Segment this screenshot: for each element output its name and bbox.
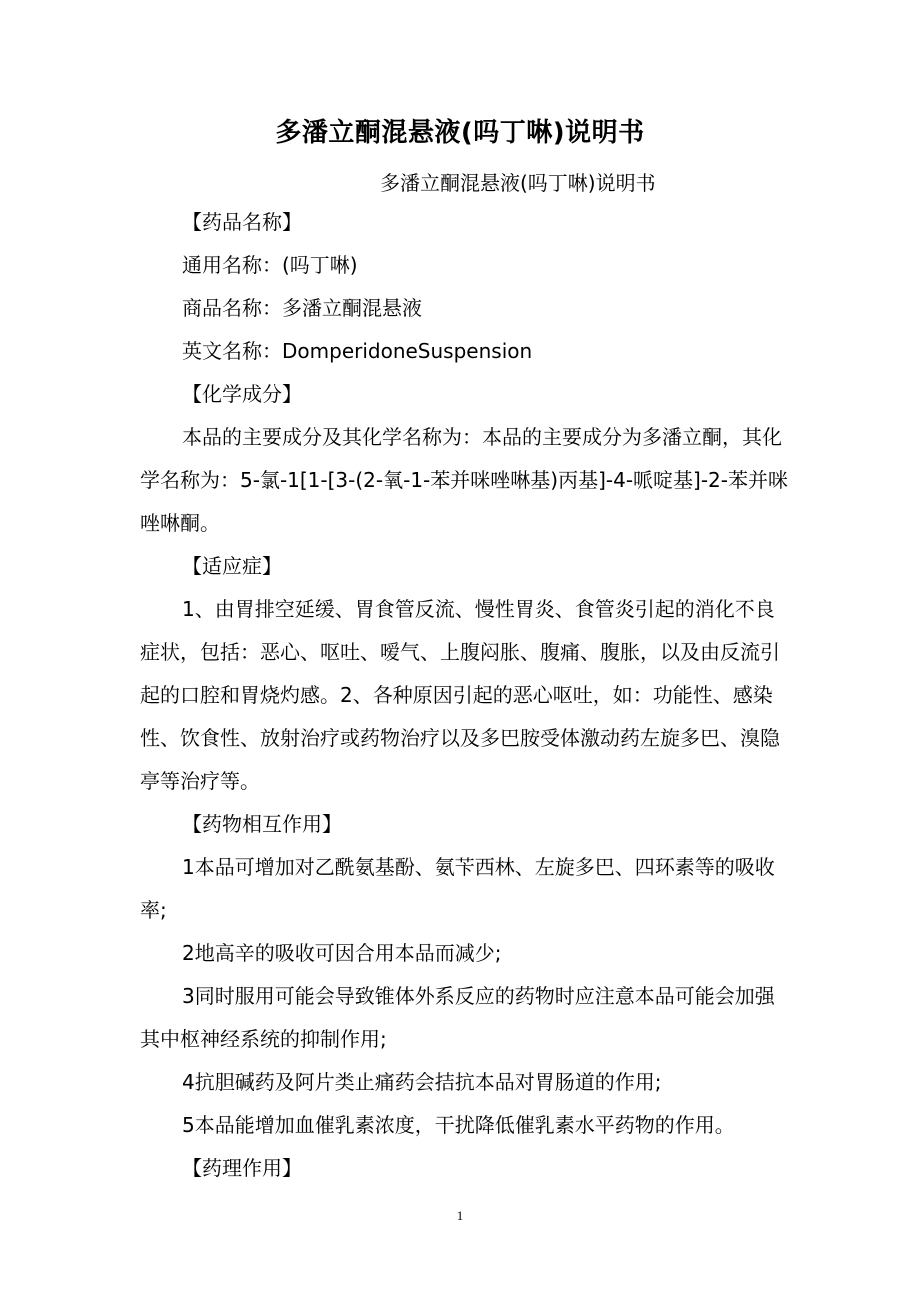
section-heading-pharmacology: 【药理作用】: [182, 1156, 302, 1180]
indications-paragraph: 1、由胃排空延缓、胃食管反流、慢性胃炎、食管炎引起的消化不良症状，包括：恶心、呕吐、嗳气、上腹闷胀、腹痛、腹胀，以及由反流引起的口腔和胃烧灼感。2、各种原因引起的恶心呕吐，如：功能性、感染性、饮食性、放射治疗或药物治疗以及多巴胺受体激动药左旋多巴、溴隐亭等治疗等。: [140, 597, 780, 793]
generic-name-line: 通用名称：(吗丁啉): [182, 253, 358, 277]
interaction-item-5: 5本品能增加血催乳素浓度，干扰降低催乳素水平药物的作用。: [182, 1113, 735, 1137]
document-title: 多潘立酮混悬液(吗丁啉)说明书: [275, 118, 645, 148]
interaction-item-4: 4抗胆碱药及阿片类止痛药会拮抗本品对胃肠道的作用;: [182, 1070, 662, 1094]
chemical-composition-paragraph: 本品的主要成分及其化学名称为：本品的主要成分为多潘立酮，其化学名称为：5-氯-1[1-[3-(2-氧-1-苯并咪唑啉基)丙基]-4-哌啶基]-2-苯并咪唑啉酮。: [140, 425, 788, 535]
page-number: 1: [456, 1208, 464, 1223]
section-heading-chemical-composition: 【化学成分】: [182, 382, 302, 406]
english-name-line: 英文名称：DomperidoneSuspension: [182, 339, 533, 363]
section-heading-drug-interactions: 【药物相互作用】: [182, 812, 342, 836]
section-heading-indications: 【适应症】: [182, 554, 282, 578]
section-heading-drug-name: 【药品名称】: [182, 210, 302, 234]
trade-name-line: 商品名称：多潘立酮混悬液: [182, 296, 422, 320]
interaction-item-1: 1本品可增加对乙酰氨基酚、氨苄西林、左旋多巴、四环素等的吸收率;: [140, 855, 775, 922]
document-subtitle: 多潘立酮混悬液(吗丁啉)说明书: [380, 171, 656, 195]
document-body: [140, 201, 790, 1190]
interaction-item-3: 3同时服用可能会导致锥体外系反应的药物时应注意本品可能会加强其中枢神经系统的抑制作用;: [140, 984, 775, 1051]
interaction-item-2: 2地高辛的吸收可因合用本品而减少;: [182, 941, 502, 965]
